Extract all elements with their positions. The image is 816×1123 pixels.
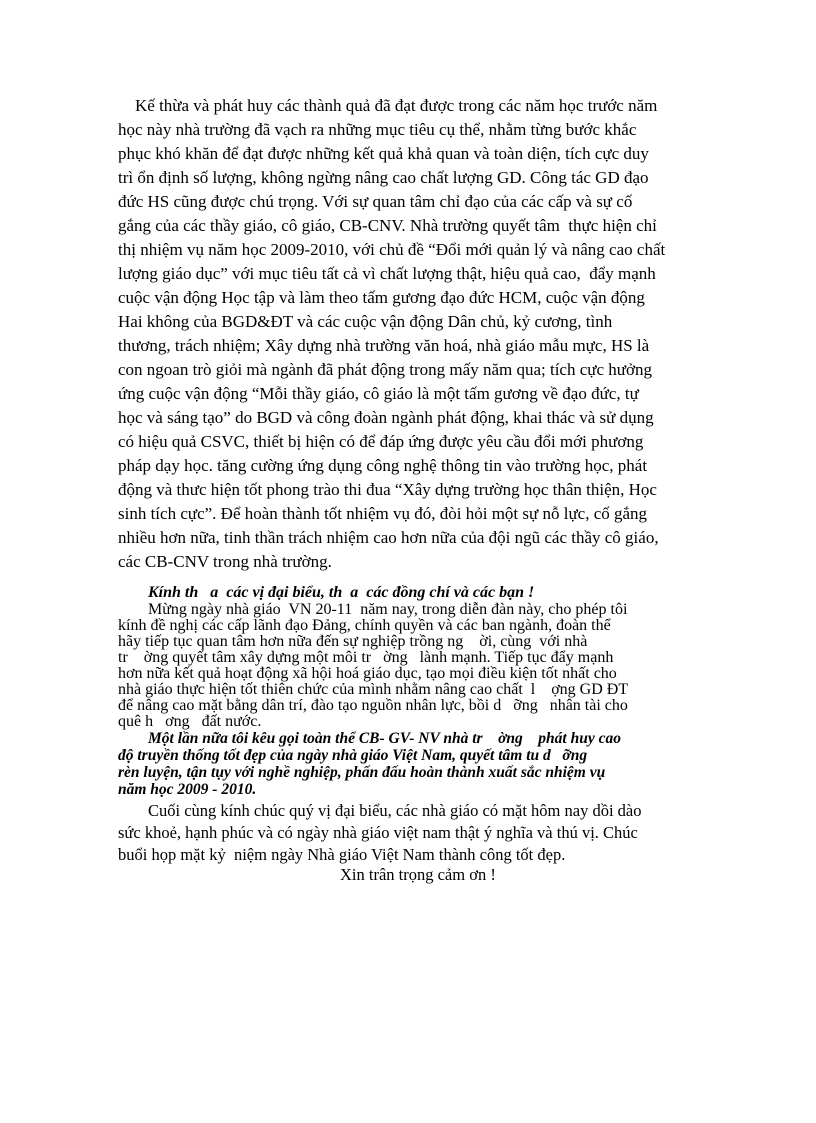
paragraph-line: năm học 2009 - 2010. [118,781,257,798]
paragraph-line: sức khoẻ, hạnh phúc và có ngày nhà giáo việt nam thật ý nghĩa và thú vị. Chúc [118,823,638,842]
paragraph-line: con ngoan trò giỏi mà ngành đã phát động trong mấy năm qua; tích cực hưởng [118,360,652,379]
paragraph-line: các CB-CNV trong nhà trường. [118,552,332,571]
paragraph-line: Kế thừa và phát huy các thành quả đã đạt được trong các năm học trước năm [118,96,658,115]
paragraph-line: nhiều hơn nữa, tinh thần trách nhiệm cao hơn nữa của đội ngũ các thầy cô giáo, [118,528,659,547]
paragraph-line: buổi họp mặt kỷ niệm ngày Nhà giáo Việt Nam thành công tốt đẹp. [118,845,566,864]
greeting-line: Kính th a các vị đại biểu, th a các đồng chí và các bạn ! [148,584,535,601]
paragraph-line: Cuối cùng kính chúc quý vị đại biểu, các nhà giáo có mặt hôm nay dồi dào [148,801,642,820]
paragraph-line: lượng giáo dục” với mục tiêu tất cả vì chất lượng thật, hiệu quả cao, đẩy mạnh [118,264,656,283]
paragraph-line: quê h ơng đất nước. [118,713,262,730]
paragraph-line: hãy tiếp tục quan tâm hơn nữa đến sự nghiệp trồng ng ời, cùng với nhà [118,633,588,650]
paragraph-line: nhà giáo thực hiện tốt thiên chức của mình nhằm nâng cao chất l ợng GD ĐT [118,681,629,698]
paragraph-line: độ truyền thống tốt đẹp của ngày nhà giáo Việt Nam, quyết tâm tu d ỡng [118,747,588,764]
paragraph-line: ứng cuộc vận động “Mỗi thầy giáo, cô giáo là một tấm gương về đạo đức, tự [118,384,639,403]
paragraph-line: gắng của các thầy giáo, cô giáo, CB-CNV. Nhà trường quyết tâm thực hiện chỉ [118,216,657,235]
paragraph-line: cuộc vận động Học tập và làm theo tấm gương đạo đức HCM, cuộc vận động [118,288,645,307]
paragraph-line: rèn luyện, tận tụy với nghề nghiệp, phấn đấu hoàn thành xuất sắc nhiệm vụ [118,764,606,781]
paragraph-line: thị nhiệm vụ năm học 2009-2010, với chủ đề “Đổi mới quản lý và nâng cao chất [118,240,666,259]
paragraph-line: hơn nữa kết quả hoạt động xã hội hoá giáo dục, tạo mọi điều kiện tốt nhất cho [118,665,617,682]
paragraph-line: kính đề nghị các cấp lãnh đạo Đảng, chính quyền và các ban ngành, đoàn thể [118,617,611,634]
paragraph-line: động và thưc hiện tốt phong trào thi đua “Xây dựng trường học thân thiện, Học [118,480,657,499]
paragraph-line: thương, trách nhiệm; Xây dựng nhà trường văn hoá, nhà giáo mẫu mực, HS là [118,336,650,355]
paragraph-line: để nâng cao mặt bằng dân trí, đào tạo nguồn nhân lực, bồi d ỡng nhân tài cho [118,697,628,714]
paragraph-line: học và sáng tạo” do BGD và công đoàn ngành phát động, khai thác và sử dụng [118,408,654,427]
paragraph-line: đức HS cũng được chú trọng. Với sự quan tâm chỉ đạo của các cấp và sự cố [118,192,633,211]
thanks-line: Xin trân trọng cảm ơn ! [340,865,496,884]
paragraph-line: pháp dạy học. tăng cường ứng dụng công nghệ thông tin vào trường học, phát [118,456,648,475]
paragraph-line: học này nhà trường đã vạch ra những mục tiêu cụ thể, nhằm từng bước khắc [118,120,637,139]
paragraph-line: tr ờng quyết tâm xây dựng một môi tr ờng lành mạnh. Tiếp tục đẩy mạnh [118,649,614,666]
paragraph-line: trì ổn định số lượng, không ngừng nâng cao chất lượng GD. Công tác GD đạo [118,168,649,187]
paragraph-line: có hiệu quả CSVC, thiết bị hiện có để đáp ứng được yêu cầu đổi mới phương [118,432,644,451]
paragraph-line: phục khó khăn để đạt được những kết quả khả quan và toàn diện, tích cực duy [118,144,649,163]
paragraph-line: Hai không của BGD&ĐT và các cuộc vận động Dân chủ, kỷ cương, tình [118,312,613,331]
paragraph-line: sinh tích cực”. Để hoàn thành tốt nhiệm vụ đó, đòi hỏi một sự nỗ lực, cố gắng [118,504,648,523]
paragraph-line: Một lần nữa tôi kêu gọi toàn thể CB- GV- NV nhà tr ờng phát huy cao [148,730,621,747]
paragraph-line: Mừng ngày nhà giáo VN 20-11 năm nay, trong diễn đàn này, cho phép tôi [148,601,628,618]
